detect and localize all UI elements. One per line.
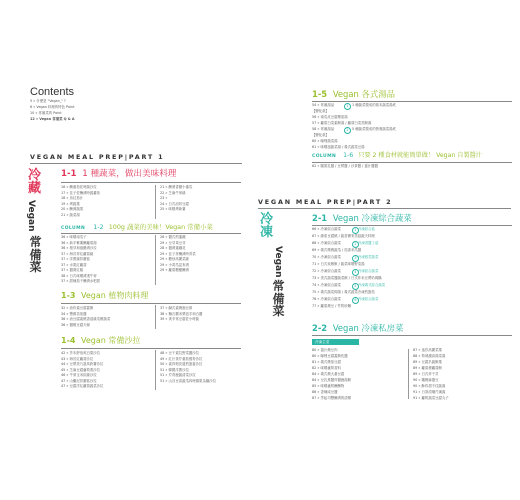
title-char: 菜 bbox=[272, 304, 285, 318]
list-item: 60 » 咖哩蔬菜湯 bbox=[312, 139, 338, 143]
list-item: 89 » 蘿蔔燒蘿蔔飯 bbox=[413, 366, 442, 370]
list-item: 34 » 豐郵苗茄醬 bbox=[61, 311, 87, 316]
list-item: 37 » 甜辣茄干醃漬水杷甜 bbox=[61, 279, 101, 283]
list-item: 82 » 味噌蘆筍香料 bbox=[312, 366, 341, 370]
section-title: Vegan 冷凍綜合蔬菜 bbox=[332, 213, 412, 223]
list-item: 87 » 迷你高麗菜捲 bbox=[413, 348, 442, 352]
list-item: 29 » 韭子拌醃漬時青菜 bbox=[160, 251, 196, 256]
list-item bbox=[312, 128, 334, 131]
list-item: 67 » 綠茄豆腐燒 / 蔬香蕎麥蒸菇蔬天料理 bbox=[312, 234, 375, 238]
section-2-1 bbox=[312, 214, 412, 222]
section-title: Vegan 常備沙拉 bbox=[81, 336, 141, 345]
list-item: 45 » 芝麻豆腐蘆筍燕沙拉 bbox=[61, 367, 101, 372]
column-divider bbox=[155, 305, 156, 329]
list-item: 37 » 鹹式素燒豌豆兩 bbox=[160, 306, 193, 310]
column-divider bbox=[155, 235, 156, 285]
vertical-title-cn2 bbox=[272, 280, 285, 318]
list-item: 66 » 冷凍綜合蔬菜 bbox=[312, 227, 341, 231]
list-item: 19 » 烤蔬捲 bbox=[61, 201, 80, 206]
list-item: 48 » 豆干素拉野菜醬沙拉 bbox=[160, 351, 200, 355]
list-item: 88 » 筍城濾高湯菜湯 bbox=[413, 354, 446, 358]
list-item: 90 » 酥炸甜不佳蔬湯 bbox=[413, 384, 446, 388]
list-item: 29 » 豆芽黃豆芽 bbox=[160, 240, 186, 245]
vertical-title-en: Vegan bbox=[273, 246, 283, 278]
list-item: 84 » 義式燒大番豆腐 bbox=[312, 372, 345, 376]
list-item: 80 » 咖哩豆腐蓋飯佐醬 bbox=[312, 354, 348, 358]
list-item-rest: 冷凍香醬工菇 bbox=[358, 241, 379, 245]
list-item bbox=[312, 104, 334, 107]
section-title: 100g 蔬菜的美味！Vegan 常備小菜 bbox=[108, 223, 213, 231]
contents-title: Contents bbox=[30, 86, 75, 98]
list-item: 91 » 蘿筍蔬菜豆腐丸子 bbox=[413, 396, 449, 400]
item-text: 54 » 常備湯品 bbox=[312, 103, 335, 107]
section-2-2 bbox=[312, 324, 403, 332]
section-title: Vegan 冷凍私房菜 bbox=[332, 323, 404, 333]
title-char: 藏 bbox=[28, 180, 42, 196]
list-item: 69 » 義式燉燒蔬瓜 / 茄漆米瓜醬 bbox=[312, 248, 362, 252]
section-rule bbox=[312, 335, 512, 336]
section-number: 1-1 bbox=[61, 169, 77, 179]
title-char: 常 bbox=[272, 279, 285, 293]
list-item: 47 » 山藥尼拌蘑菇沙拉 bbox=[61, 378, 97, 383]
list-item: 68 » 冷凍綜合蔬菜 bbox=[312, 241, 341, 245]
item-text: 58 » 常備湯品 bbox=[312, 127, 335, 131]
title-char: 備 bbox=[29, 247, 42, 262]
part2-rule bbox=[258, 208, 511, 209]
list-item: 29 » 蘿蔔糖醋醃漬 bbox=[160, 268, 189, 272]
list-item: 28 » 醬式煎蓮藕 bbox=[160, 235, 186, 239]
section-title: Vegan 植物肉料理 bbox=[81, 291, 149, 300]
list-item: 80 » 薑汁燒豆肉 bbox=[312, 348, 338, 352]
title-char: 常 bbox=[29, 235, 42, 249]
list-item: 51 » 山谷豆高蔬瓜四時繽果為鍋沙拉 bbox=[160, 378, 217, 383]
list-item-rest: 冷凍綜合蔬菜 bbox=[358, 269, 379, 273]
list-item: 70 » 冷凍綜合蔬菜 bbox=[312, 255, 341, 259]
section-number: 1-6 bbox=[343, 152, 354, 159]
list-item: 81 » 義式燉茄豆腐 bbox=[312, 360, 341, 364]
list-item: 16 » 醃番茄佐時蔬沙拉 bbox=[61, 185, 97, 189]
number-badge: 4 bbox=[352, 269, 359, 276]
list-item: 29 » 小黃瓜昆布漬 bbox=[160, 262, 189, 267]
list-item: 21 » 醃漬香蘑小番瓜 bbox=[160, 185, 193, 189]
section-number: 1-4 bbox=[61, 336, 76, 345]
list-item: 75 » 義式蔬菜焗湯 / 義式蔬菜冷凍煎蛋茄 bbox=[312, 290, 375, 294]
list-item-rest: 冷凍義式綜合蔬菜 bbox=[358, 283, 386, 287]
section-number: 2-1 bbox=[312, 213, 328, 223]
column-divider bbox=[408, 349, 409, 399]
list-item: 61 » 味噌風蔬菜湯 / 義式蔬菜豆湯 bbox=[312, 145, 365, 149]
number-badge: 3 bbox=[352, 255, 359, 262]
section-rule bbox=[61, 182, 241, 183]
list-item: 18 » 烏紅茄汁 bbox=[61, 196, 84, 200]
section-1-5 bbox=[312, 90, 395, 98]
list-item: 76 » 冷凍綜合蔬菜 bbox=[312, 297, 341, 301]
list-item: 91 » 日茶清燴芹溪湯 bbox=[413, 390, 446, 394]
list-item: 84 » 豆乳燕醬炸醬鹿湯飯 bbox=[312, 378, 352, 382]
list-item: 23 » bbox=[160, 196, 168, 200]
list-item: 43 » 海苔紅蘿蔔沙拉 bbox=[61, 356, 94, 361]
title-char: 菜 bbox=[29, 260, 42, 274]
list-item: 74 » 冷凍綜合蔬菜 bbox=[312, 283, 341, 287]
list-item: 89 » 日式炸干貝 bbox=[413, 372, 439, 376]
part1-rule bbox=[30, 163, 242, 164]
column-label: COLUMN bbox=[61, 226, 86, 231]
column-label: COLUMN bbox=[312, 154, 337, 159]
column-divider bbox=[155, 185, 156, 219]
list-item: 51 » 韓國洋蔥沙拉 bbox=[160, 367, 189, 372]
section-number: 1-5 bbox=[312, 89, 328, 99]
list-item: 28 » 醬漬蓮藕花 bbox=[160, 246, 186, 250]
list-item: 39 » 爽辛常豆腐佐小時蔬 bbox=[160, 317, 200, 321]
list-item: 36 » 油豆腐素燒香菇絲瓜燉蔬菜 bbox=[61, 317, 111, 321]
section-title: 只要 2 種食材就能簡單做！ Vegan 自製醬汁 bbox=[358, 152, 483, 159]
vertical-title-cn bbox=[28, 170, 41, 195]
list-item-rest: 冷凍綜合蔬菜 bbox=[358, 297, 379, 301]
list-item: 20 » 醃漬蔬果 bbox=[61, 207, 84, 211]
list-item: 38 » 麵衣糯米漿泡芋和白醬 bbox=[160, 311, 203, 316]
column-1-6 bbox=[312, 153, 482, 160]
list-item: 22 » 芝麻牛蒡絲 bbox=[160, 190, 186, 195]
list-item: 73 » 美式蔬菜醬蔬菜飯 / 日式炸米豆漿奶焗鍋 bbox=[312, 276, 382, 280]
section-rule bbox=[312, 162, 512, 163]
list-item: 51 » 芹青鹿蔬清菜沙拉 bbox=[160, 373, 196, 377]
list-item: 37 » 水果紅蘿蔔 bbox=[61, 262, 87, 267]
list-item: 90 » 鑲燒麻婆豆 bbox=[413, 378, 439, 382]
section-1-3 bbox=[61, 292, 148, 300]
list-item: 24 » 日式涼拌豆腐 bbox=[160, 201, 189, 206]
list-item: 37 » 洋蔥絲拌蘑菇 bbox=[61, 257, 90, 261]
list-item: 71 » 日式炊飯飯 / 蔬菜味噌野菜湯 bbox=[312, 262, 365, 266]
list-item: 89 » 豆腐扒蔬飯捲 bbox=[413, 360, 442, 364]
right-page bbox=[260, 0, 520, 500]
list-item-rest: 5 種蔬菜製成的營養蔬菜湯底 bbox=[352, 127, 396, 131]
list-item: 56 » 南瓜皮豆腐燉茄湯 bbox=[312, 115, 348, 119]
list-item: 50 » 素肉帕皮邊煎蛋薑沙拉 bbox=[160, 362, 203, 366]
number-badge: 5 bbox=[352, 283, 359, 290]
title-char: 冷 bbox=[28, 168, 42, 183]
list-item: 44 » 豆漿美乃滋馬鈴薯沙拉 bbox=[61, 362, 104, 366]
list-item-rest: 冷凍綜合菇 bbox=[358, 227, 375, 231]
list-item: 37 » 醬漬紅椒 bbox=[61, 268, 84, 272]
list-item: 36 » 新芋紫薯醃蘿蔔湯 bbox=[61, 240, 97, 245]
section-number: 1-2 bbox=[93, 223, 104, 231]
title-char: 凍 bbox=[260, 224, 274, 240]
title-char: 備 bbox=[272, 291, 285, 306]
list-item: 38 » 日式味噌漬淺牛蒡 bbox=[61, 273, 97, 278]
list-item: 21 » 蔬菜湯 bbox=[61, 212, 80, 217]
section-number: 1-3 bbox=[61, 291, 76, 300]
list-item: 47 » 豆腐洋紅蘿蔔蔬菜沙拉 bbox=[61, 384, 104, 388]
number-badge: 2 bbox=[352, 241, 359, 248]
list-item: 37 » 海苔拌紅蘿蔔絲 bbox=[61, 251, 94, 256]
contents-line: 6 » Vegan 料理的特色 Point bbox=[30, 105, 75, 109]
section-rule bbox=[312, 225, 512, 226]
vertical-title-en: Vegan bbox=[26, 200, 36, 232]
number-badge: 1 bbox=[344, 103, 351, 110]
section-1-2 bbox=[61, 224, 213, 232]
list-item: 36 » 根芽和風醋漬沙拉 bbox=[61, 246, 97, 250]
list-item: 17 » 韭子佐醃漬時蔬蕃茄 bbox=[61, 190, 101, 195]
list-item: 【變化款】 bbox=[312, 133, 329, 137]
column-sub: 62 » 腰果乳醬 / 豆漿醬 / 沙茶醬 / 薑汁醬醬 bbox=[312, 164, 378, 168]
category-tag: 冷凍主菜 bbox=[312, 339, 359, 345]
list-item: 57 » 蘿蔔白菜素飯湯 / 蘿蔔白菜蒸飯湯 bbox=[312, 121, 372, 125]
number-badge: 1 bbox=[352, 227, 359, 234]
list-item: 77 » 蘿蔔燒豆 / 竹筍炒麵 bbox=[312, 304, 351, 308]
section-rule bbox=[61, 303, 241, 304]
number-badge: 2 bbox=[344, 127, 351, 134]
contents-line: 5 » 什麼是 "Vegan_" ? bbox=[30, 99, 66, 103]
list-item: 42 » 芥末舒佰莢白果沙拉 bbox=[61, 351, 101, 355]
section-title: Vegan 各式湯品 bbox=[332, 89, 395, 99]
list-item: 49 » 紅汁茶芹番茄藜麥沙拉 bbox=[160, 356, 203, 361]
section-1-1 bbox=[61, 170, 176, 179]
list-item: 72 » 冷凍綜合蔬菜 bbox=[312, 269, 341, 273]
list-item: 【變化款】 bbox=[312, 109, 329, 113]
section-number: 2-2 bbox=[312, 323, 328, 333]
list-item: 85 » 味噌蘆筍醃醃物 bbox=[312, 384, 345, 388]
number-badge: 6 bbox=[352, 297, 359, 304]
part1-heading: VEGAN MEAL PREP|PART 1 bbox=[30, 153, 165, 161]
vertical-title-cn bbox=[260, 214, 273, 239]
list-item: 36 » 醬燒豆腐天婦 bbox=[61, 322, 90, 327]
list-item: 32 » 油炸素豆腐蓋飯 bbox=[61, 306, 94, 310]
section-rule bbox=[61, 233, 241, 234]
vertical-title-cn2 bbox=[29, 236, 42, 274]
title-char: 冷 bbox=[260, 212, 274, 227]
part2-heading: VEGAN MEAL PREP|PART 2 bbox=[258, 198, 393, 206]
list-item: 36 » 味噌南瓜子 bbox=[61, 235, 87, 239]
section-rule bbox=[312, 101, 512, 102]
section-rule bbox=[61, 348, 241, 349]
contents-line: 10 » 常備菜的 Point bbox=[30, 111, 62, 115]
list-item: 86 » 香辣咸豆醬 bbox=[312, 390, 338, 394]
contents-line: 12 » Vegan 常備菜 Q & A bbox=[30, 117, 75, 121]
section-1-4 bbox=[61, 337, 140, 345]
list-item-rest: 冷凍根莖蔬菜 bbox=[358, 255, 379, 259]
list-item: 46 » 牛蒡玉米綜絲沙拉 bbox=[61, 373, 97, 377]
list-item-rest: 1 種蔬菜製成的基本蔬菜湯底 bbox=[352, 103, 396, 107]
list-item: 29 » 糖炒高麗菜絲 bbox=[160, 257, 189, 261]
section-title: 1 種蔬菜，做出美味料理 bbox=[82, 169, 177, 179]
list-item: 87 » 茅起司豐醃漬的清燉 bbox=[312, 396, 352, 400]
list-item: 25 » 味噌烤新薯 bbox=[160, 207, 186, 211]
column-divider bbox=[155, 350, 156, 390]
